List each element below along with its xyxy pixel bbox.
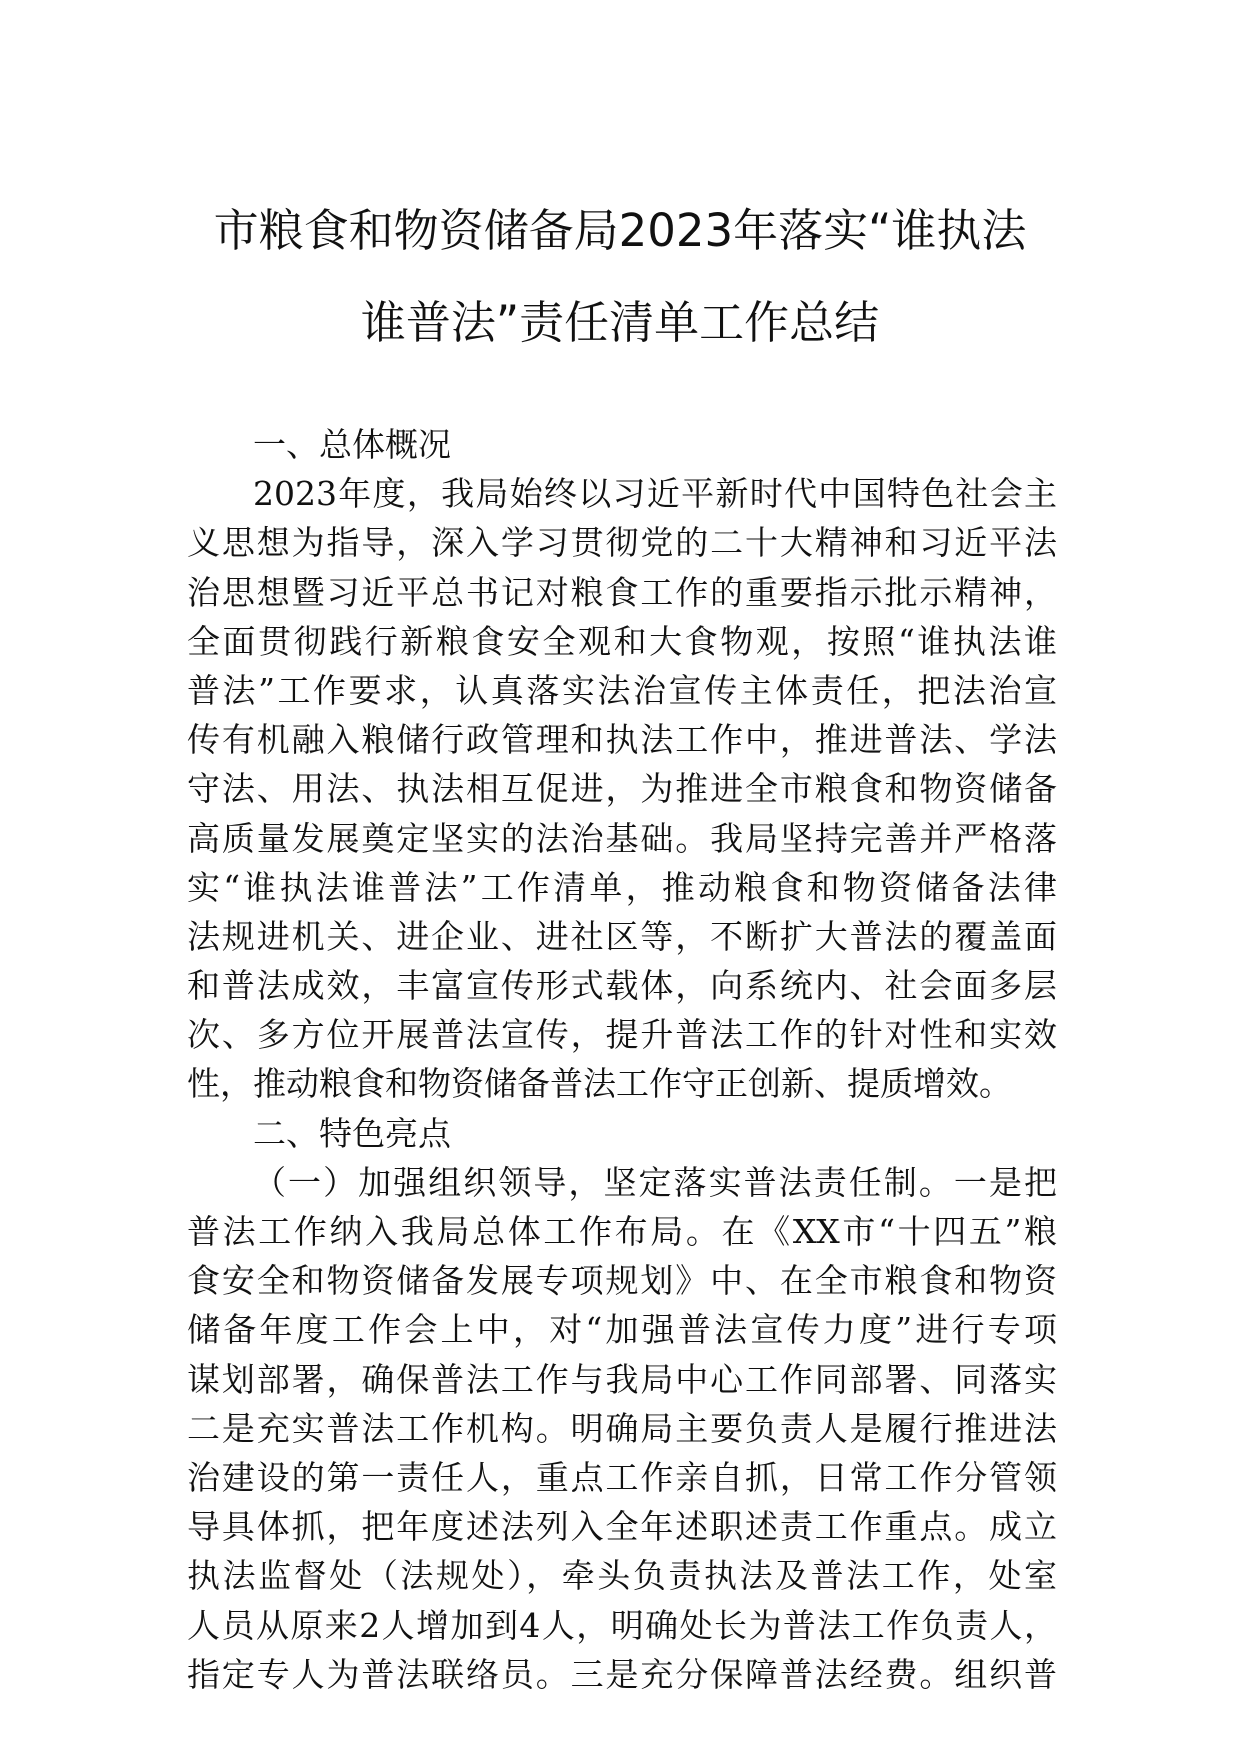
paragraph-line: 治建设的第一责任人，重点工作亲自抓，日常工作分管领 <box>187 1457 1057 1497</box>
paragraph-line: 食安全和物资储备发展专项规划》中、在全市粮食和物资 <box>187 1261 1057 1301</box>
document-body <box>187 420 1057 1699</box>
paragraph-line: 储备年度工作会上中，对“加强普法宣传力度”进行专项 <box>187 1310 1057 1350</box>
paragraph-line: 二是充实普法工作机构。明确局主要负责人是履行推进法 <box>187 1408 1057 1448</box>
paragraph-line: 传有机融入粮储行政管理和执法工作中，推进普法、学法 <box>187 720 1057 760</box>
title-line-2: 谁普法”责任清单工作总结 <box>360 296 880 349</box>
paragraph-line: 谋划部署，确保普法工作与我局中心工作同部署、同落实 <box>187 1359 1057 1399</box>
paragraph-line: 高质量发展奠定坚实的法治基础。我局坚持完善并严格落 <box>187 818 1057 858</box>
paragraph-line: 执法监督处（法规处），牵头负责执法及普法工作，处室 <box>187 1556 1057 1596</box>
paragraph-line: 和普法成效，丰富宣传形式载体，向系统内、社会面多层 <box>187 966 1057 1006</box>
paragraph-line: 治思想暨习近平总书记对粮食工作的重要指示批示精神， <box>187 572 1057 612</box>
section-heading-highlights: 二、特色亮点 <box>253 1113 451 1153</box>
paragraph-line: 人员从原来2人增加到4人，明确处长为普法工作负责人， <box>187 1605 1057 1645</box>
section-heading-overview: 一、总体概况 <box>253 425 451 464</box>
paragraph-line: 性，推动粮食和物资储备普法工作守正创新、提质增效。 <box>187 1064 1012 1104</box>
document-title <box>160 185 1080 369</box>
paragraph-line: 导具体抓，把年度述法列入全年述职述责工作重点。成立 <box>187 1507 1057 1547</box>
paragraph-line: 法规进机关、进企业、进社区等，不断扩大普法的覆盖面 <box>187 916 1057 956</box>
paragraph-line: 义思想为指导，深入学习贯彻党的二十大精神和习近平法 <box>187 523 1057 563</box>
paragraph-line: 指定专人为普法联络员。三是充分保障普法经费。组织普 <box>187 1654 1057 1694</box>
title-line-1: 市粮食和物资储备局2023年落实“谁执法 <box>213 204 1027 257</box>
paragraph-line: 守法、用法、执法相互促进，为推进全市粮食和物资储备 <box>187 769 1057 809</box>
paragraph-line: 2023年度，我局始终以习近平新时代中国特色社会主 <box>253 474 1057 514</box>
paragraph-line: 普法”工作要求，认真落实法治宣传主体责任，把法治宣 <box>187 670 1057 710</box>
paragraph-line: 全面贯彻践行新粮食安全观和大食物观，按照“谁执法谁 <box>187 621 1057 661</box>
paragraph-line: （一）加强组织领导，坚定落实普法责任制。一是把 <box>253 1162 1057 1202</box>
paragraph-line: 次、多方位开展普法宣传，提升普法工作的针对性和实效 <box>187 1015 1057 1055</box>
paragraph-line: 普法工作纳入我局总体工作布局。在《XX市“十四五”粮 <box>187 1212 1057 1251</box>
paragraph-line: 实“谁执法谁普法”工作清单，推动粮食和物资储备法律 <box>187 867 1057 907</box>
